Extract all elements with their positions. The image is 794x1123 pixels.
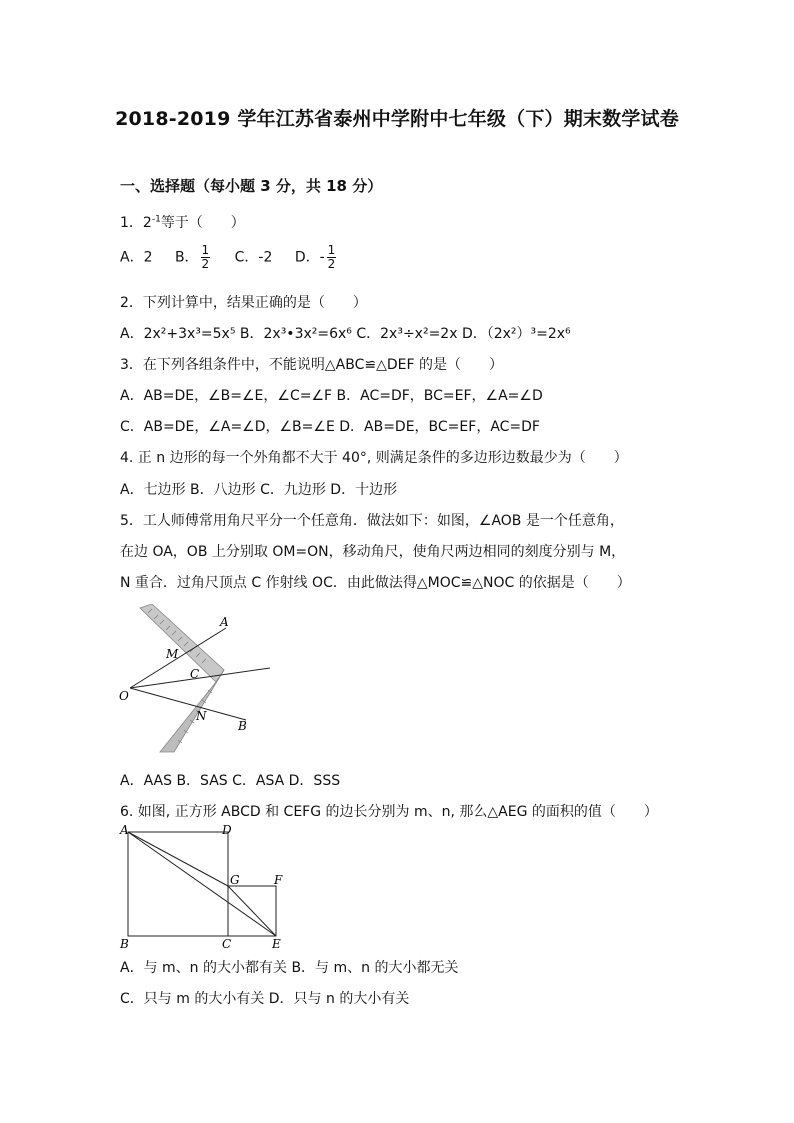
- question-1-stem: [120, 212, 245, 232]
- segment-ge: [228, 886, 276, 936]
- angle-ruler-figure: [118, 604, 274, 754]
- question-2-stem: 2．下列计算中，结果正确的是（ ）: [120, 295, 367, 311]
- question-6-stem: 6. 如图, 正方形 ABCD 和 CEFG 的边长分别为 m、n, 那么△AEG 的面积的值（ ）: [120, 804, 658, 820]
- segment-ag: [128, 832, 228, 886]
- point-label-f: F: [274, 873, 283, 887]
- question-5-stem-line-2: 在边 OA，OB 上分别取 OM=ON，移动角尺，使角尺两边相同的刻度分别与 M，: [120, 544, 626, 560]
- document-title: 2018-2019 学年江苏省泰州中学附中七年级（下）期末数学试卷: [115, 108, 679, 130]
- q1-stem-post: 等于（ ）: [160, 215, 245, 231]
- ray-oc: [130, 668, 270, 688]
- question-6-options-row-1: A．与 m、n 的大小都有关 B．与 m、n 的大小都无关: [120, 960, 459, 976]
- question-1-options: [120, 244, 338, 271]
- q1-option-a: A．2: [120, 249, 153, 266]
- q1-option-b-fraction: [201, 244, 211, 271]
- q1-option-d-label: D．-: [294, 249, 325, 266]
- question-5-stem-line-1: 5．工人师傅常用角尺平分一个任意角．做法如下：如图，∠AOB 是一个任意角，: [120, 513, 624, 529]
- point-label-b: B: [238, 719, 247, 733]
- ray-ob: [130, 688, 246, 720]
- point-label-m: M: [166, 647, 179, 661]
- question-6-options-row-2: C．只与 m 的大小有关 D．只与 n 的大小有关: [120, 991, 410, 1007]
- point-label-e: E: [272, 937, 281, 950]
- ruler-upper-arm: [140, 604, 224, 682]
- q1-d-denominator: 2: [327, 257, 336, 271]
- question-3-options-row-1: A．AB=DE，∠B=∠E，∠C=∠F B．AC=DF，BC=EF，∠A=∠D: [120, 388, 543, 404]
- point-label-g: G: [230, 873, 240, 887]
- point-label-c: C: [222, 937, 232, 950]
- question-2-options: A．2x²+3x³=5x⁵ B．2x³•3x²=6x⁶ C．2x³÷x²=2x D．（2x²）³=2x⁶: [120, 326, 571, 342]
- q1-option-b-label: B．: [174, 249, 199, 266]
- point-label-d: D: [222, 823, 232, 837]
- q1-d-numerator: 1: [327, 243, 336, 257]
- question-3-stem: 3．在下列各组条件中，不能说明△ABC≌△DEF 的是（ ）: [120, 357, 504, 373]
- q1-b-denominator: 2: [201, 257, 210, 271]
- point-label-a: A: [120, 823, 129, 837]
- squares-figure: [116, 822, 288, 950]
- question-4-options: A．七边形 B．八边形 C．九边形 D．十边形: [120, 482, 398, 498]
- point-label-a: A: [220, 615, 229, 629]
- question-3-options-row-2: C．AB=DE，∠A=∠D，∠B=∠E D．AB=DE，BC=EF，AC=DF: [120, 419, 540, 435]
- square-abcd: [128, 832, 228, 936]
- point-label-b: B: [120, 937, 129, 950]
- point-label-c: C: [190, 667, 200, 681]
- section-heading: 一、选择题（每小题 3 分，共 18 分）: [120, 177, 383, 195]
- question-5-options: A．AAS B．SAS C．ASA D．SSS: [120, 773, 341, 789]
- q1-stem-pre: 1．2: [120, 215, 152, 231]
- q1-option-d-fraction: [327, 244, 337, 271]
- segment-ae: [128, 832, 276, 936]
- point-label-n: N: [196, 709, 207, 723]
- q1-stem-exponent: -1: [151, 214, 161, 225]
- q1-b-numerator: 1: [201, 243, 210, 257]
- question-5-stem-line-3: N 重合．过角尺顶点 C 作射线 OC．由此做法得△MOC≌△NOC 的依据是（ ）: [120, 575, 631, 591]
- point-label-o: O: [119, 689, 129, 703]
- q1-option-c: C．-2: [234, 249, 273, 266]
- question-4-stem: 4. 正 n 边形的每一个外角都不大于 40°, 则满足条件的多边形边数最少为（ ）: [120, 450, 628, 466]
